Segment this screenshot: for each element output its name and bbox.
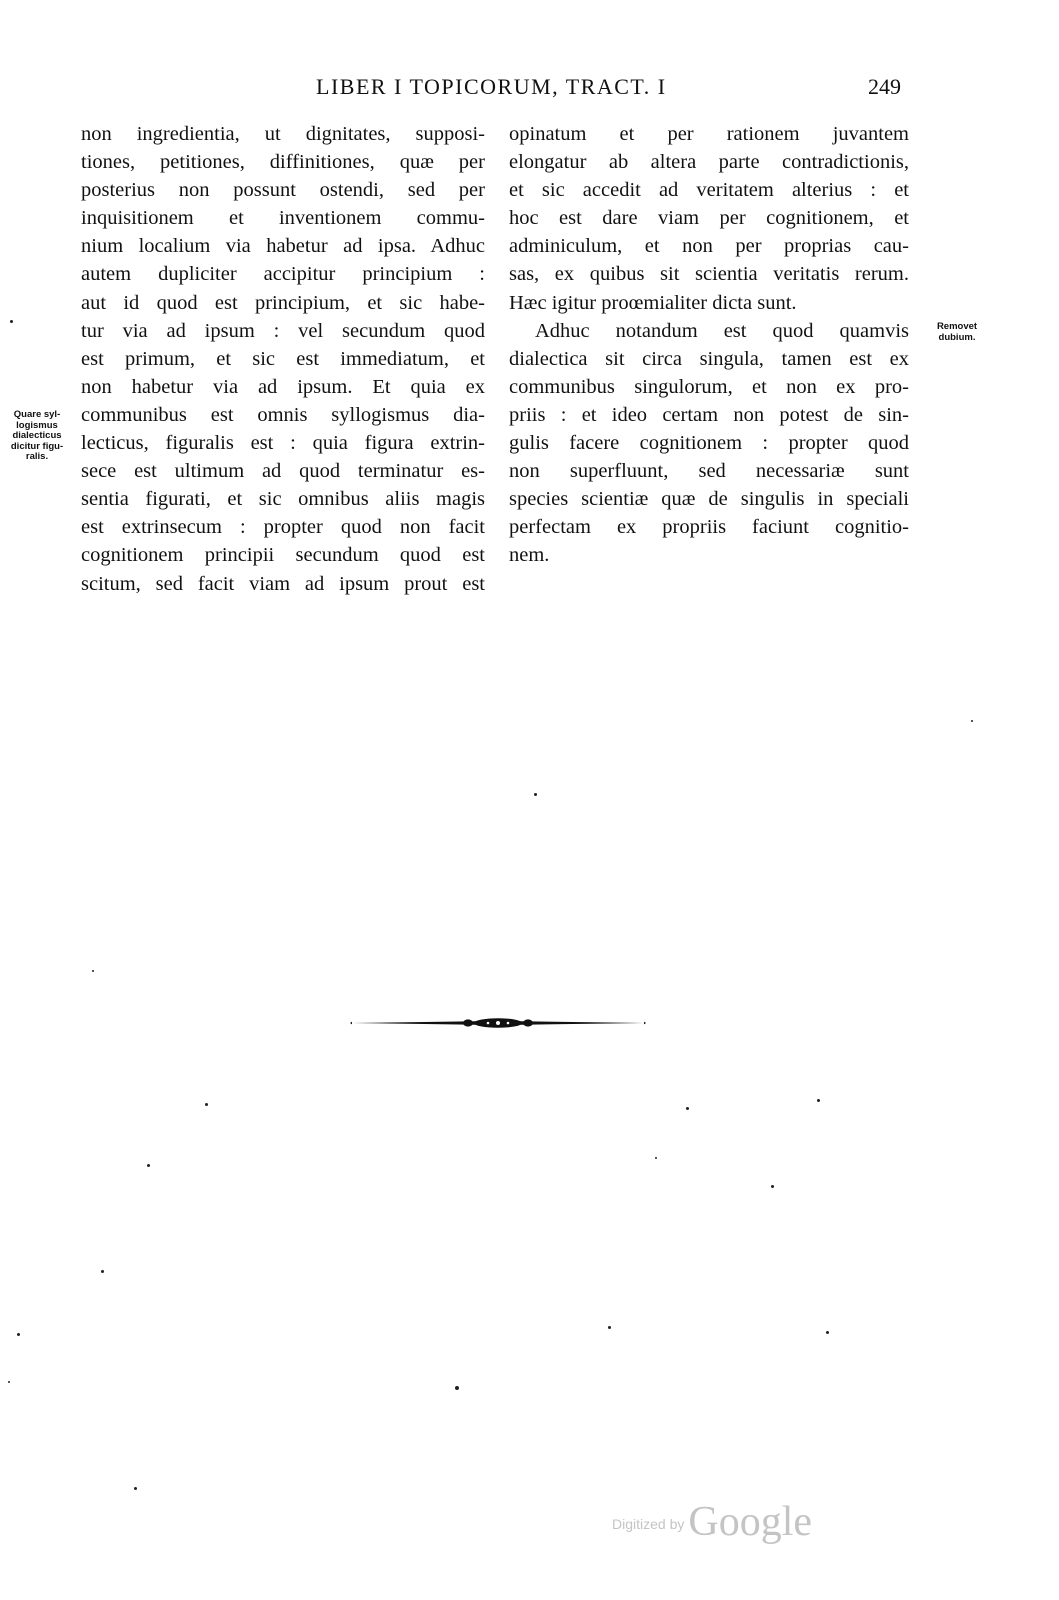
text-column-left [81,120,485,598]
watermark-brand: Google [688,1499,813,1545]
running-title: LIBER I TOPICORUM, TRACT. I [316,74,667,99]
margin-note-line: Quare syl- [13,409,61,420]
text-line: inquisitionem et inventionem commu- [81,207,485,230]
print-speck [92,970,94,972]
text-line: aut id quod est principium, et sic habe- [81,291,485,314]
print-speck [826,1331,829,1334]
text-line: posterius non possunt ostendi, sed per [81,179,485,202]
print-speck [101,1270,104,1273]
print-speck [534,793,537,796]
margin-note-left [4,410,70,463]
text-line: dialectica sit circa singula, tamen est ex [509,347,909,370]
text-line: perfectam ex propriis faciunt cognitio- [509,516,909,539]
text-line: est primum, et sic est immediatum, et [81,347,485,370]
text-column-right [509,120,909,570]
print-speck [17,1333,20,1336]
text-line: nium localium via habetur ad ipsa. Adhuc [81,235,485,258]
print-speck [655,1157,657,1159]
text-line: lecticus, figuralis est : quia figura extrin- [81,432,485,455]
text-line: nem. [509,544,550,567]
text-line: autem dupliciter accipitur principium : [81,263,485,286]
text-line: non superfluunt, sed necessariæ sunt [509,460,909,483]
text-line: tiones, petitiones, diffinitiones, quæ per [81,151,485,174]
print-speck [817,1099,820,1102]
text-line: communibus singulorum, et non ex pro- [509,375,909,398]
margin-note-right [924,322,990,343]
print-speck [771,1185,774,1188]
text-line: tur via ad ipsum : vel secundum quod [81,319,485,342]
text-line: cognitionem principii secundum quod est [81,544,485,567]
print-speck [134,1487,137,1490]
text-line: elongatur ab altera parte contradictionis, [509,151,909,174]
text-line: sece est ultimum ad quod terminatur es- [81,460,485,483]
page-number: 249 [868,74,901,99]
margin-note-line: dubium. [938,331,976,343]
text-line: scitum, sed facit viam ad ipsum prout est [81,572,485,595]
print-speck [147,1164,150,1167]
digitized-by-google-watermark [612,1498,812,1546]
margin-note-line: dialecticus [12,430,62,441]
text-line: sentia figurati, et sic omnibus aliis magis [81,488,485,511]
text-line: opinatum et per rationem juvantem [509,123,909,145]
text-line: species scientiæ quæ de singulis in speciali [509,488,909,511]
text-line: est extrinsecum : propter quod non facit [81,516,485,539]
text-line: non ingredientia, ut dignitates, supposi- [81,123,485,145]
text-line: non habetur via ad ipsum. Et quia ex [81,375,485,398]
print-speck [686,1107,689,1110]
margin-note-line: Removet [936,321,978,332]
text-line: gulis facere cognitionem : propter quod [509,432,909,455]
print-speck [205,1103,208,1106]
text-line: Hæc igitur proœmialiter dicta sunt. [509,291,797,314]
text-line: priis : et ideo certam non potest de sin- [509,403,909,426]
text-line: et sic accedit ad veritatem alterius : et [509,179,909,202]
paragraph-start-line: Adhuc notandum est quod quamvis [535,319,909,342]
print-speck [971,720,973,722]
text-line: sas, ex quibus sit scientia veritatis rerum. [509,263,909,286]
margin-note-line: dicitur figu- [10,440,64,452]
end-ornament-rule [350,1013,646,1033]
print-speck [455,1386,459,1390]
watermark-prefix: Digitized by [612,1516,685,1532]
print-speck [608,1326,611,1329]
text-line: communibus est omnis syllogismus dia- [81,403,485,426]
margin-note-line: logismus [16,419,58,431]
text-line: hoc est dare viam per cognitionem, et [509,207,909,230]
text-line: adminiculum, et non per proprias cau- [509,235,909,258]
margin-note-line: ralis. [25,451,49,462]
print-speck [8,1381,10,1383]
print-speck [10,320,13,323]
